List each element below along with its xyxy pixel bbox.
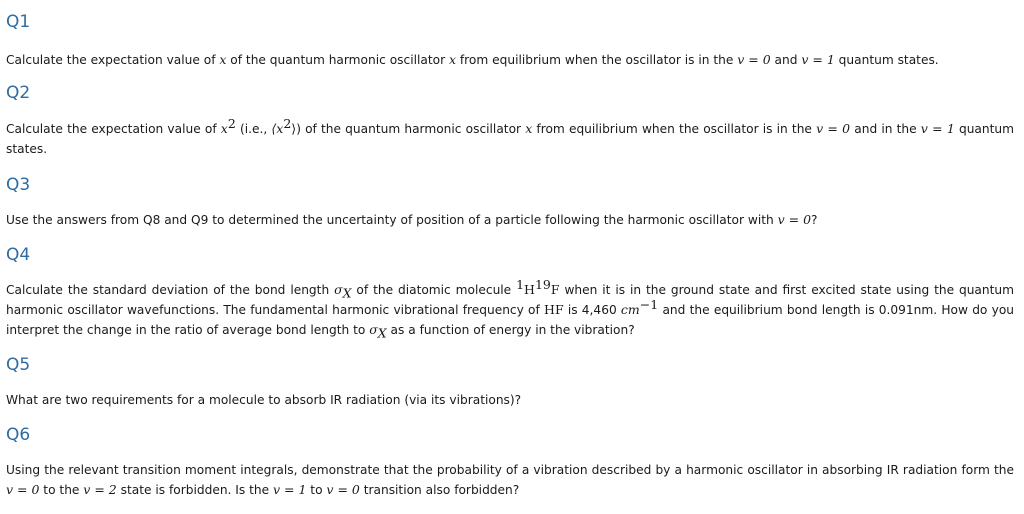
- question-heading: Q4: [6, 245, 31, 265]
- question-block-4: [6, 245, 1014, 340]
- question-heading: Q2: [6, 83, 31, 103]
- question-heading: Q6: [6, 425, 31, 445]
- question-heading: Q5: [6, 355, 31, 375]
- question-heading: Q3: [6, 175, 31, 195]
- question-block-2: [6, 83, 1014, 159]
- question-text: Calculate the standard deviation of the bond length $\sigma_X$ of the diatomic molecule $^1H^{19}F$ when it is in the ground state and first excited state using the quantum harmonic oscillator wavefunctions. The fundamental harmonic vibrational frequency of HF is 4,460 $cm^{-1}$ and the equilibrium bond length is 0.091nm. How do you interpret the change in the ratio of average bond length to $\sigma_X$ as a function of energy in the vibration?: [6, 276, 1015, 341]
- question-text: Calculate the expectation value of $x^2$ (i.e., $⟨x^2⟩$) of the quantum harmonic oscillator x from equilibrium when the oscillator is in the v = 0 and in the v = 1 quantum states.: [6, 115, 1015, 156]
- question-text: Using the relevant transition moment integrals, demonstrate that the probability of a vibration described by a harmonic oscillator in absorbing IR radiation form the v = 0 to the v = 2 state is forbidden. Is the v = 1 to v = 0 transition also forbidden?: [6, 463, 1014, 497]
- question-heading: Q1: [6, 12, 31, 32]
- question-text: Calculate the expectation value of x of the quantum harmonic oscillator x from equilibrium when the oscillator is in the v = 0 and v = 1 quantum states.: [6, 52, 939, 67]
- question-block-6: [6, 425, 1014, 500]
- question-text: What are two requirements for a molecule to absorb IR radiation (via its vibrations)?: [6, 393, 522, 407]
- question-block-3: [6, 175, 1014, 230]
- question-block-1: [6, 12, 1014, 70]
- question-block-5: [6, 355, 1014, 410]
- question-text: Use the answers from Q8 and Q9 to determined the uncertainty of position of a particle following the harmonic oscillator with v = 0?: [6, 212, 818, 227]
